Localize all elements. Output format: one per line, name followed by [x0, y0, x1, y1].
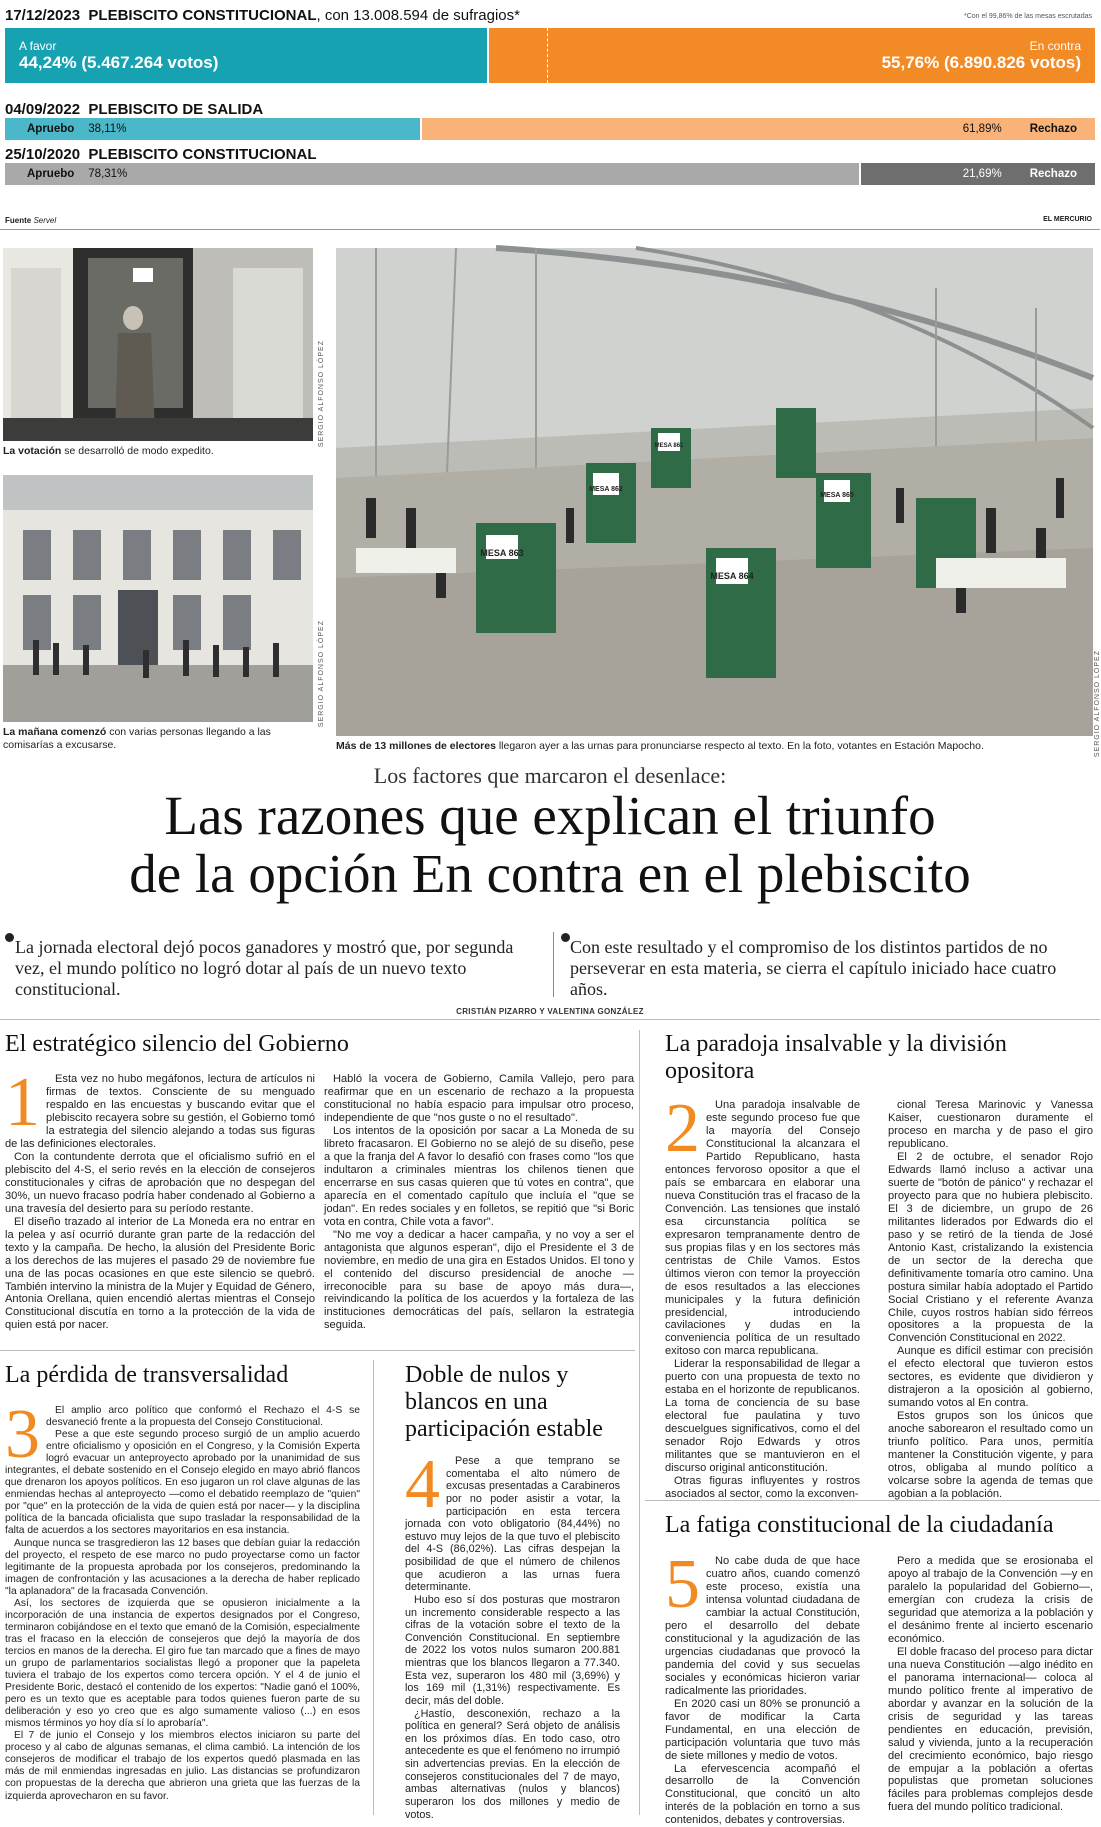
rechazo-2020-label: Rechazo	[1002, 168, 1095, 180]
booth-label: MESA 861	[655, 443, 684, 449]
booth-label: MESA 863	[480, 548, 523, 558]
plebiscite-2023-date: 17/12/2023	[5, 7, 80, 24]
favor-value: 44,24% (5.467.264 votos)	[19, 53, 218, 73]
bar-2020-apruebo	[5, 163, 859, 185]
bullet-icon	[5, 933, 14, 942]
section-4-title: Doble de nulos y blancos en una participación estable	[405, 1362, 635, 1443]
plebiscite-2020-title: PLEBISCITO CONSTITUCIONAL	[88, 146, 316, 163]
paragraph: El amplio arco político que conformó el Rechazo el 4-S se desvaneció frente a la propuesta del Consejo Constitucional.	[5, 1405, 360, 1429]
divider	[0, 1019, 1100, 1020]
kicker: Los factores que marcaron el desenlace:	[0, 763, 1100, 789]
paragraph: Hubo eso sí dos posturas que mostraron un incremento considerable respecto a las cifras de la votación sobre el texto de la Convención Constitucional. En septiembre de 2022 los votos nulos sumaron 200.881 mientras que los blancos llegaron a 77.340. Esta vez, superaron los 480 mil (3,69%) y los 169 mil (1,31%) respectivamente. Es decir, más del doble.	[405, 1594, 620, 1708]
title-line-2: de la opción En contra en el plebiscito	[0, 845, 1100, 903]
caption-2	[3, 726, 313, 751]
favor-label: A favor	[19, 39, 218, 53]
bar-2020-rechazo	[861, 163, 1095, 185]
divider	[373, 1360, 374, 1815]
apruebo-2020-label: Apruebo	[5, 168, 74, 180]
apruebo-2022-value: 38,11%	[74, 123, 126, 135]
paragraph: El 2 de octubre, el senador Rojo Edwards llamó incluso a activar una suerte de "botón de pánico" y rechazar el proyecto para que no hubiera plebiscito. El 3 de diciembre, un grupo de 26 militantes liderados por Edwards dio el paso y se retiró de la tienda de José Antonio Kast, cristalizando la existencia de un sector de la derecha que definitivamente tomaría otro camino. Una postura similar había adoptado el Partido Social Cristiano y el referente Avanza Chile, cuyos rostros habían sido férreos opositores a la propuesta de la Convención Constitucional en 2022.	[888, 1151, 1093, 1346]
caption-1-bold: La votación	[3, 445, 61, 457]
contra-value: 55,76% (6.890.826 votos)	[882, 53, 1081, 73]
paragraph: La efervescencia acompañó el desarrollo de la Convención Constitucional, que concitó un alto interés de la población en torno a sus contenidos, debates y controversias.	[665, 1763, 860, 1827]
paragraph: Pese a que este segundo proceso surgió de un amplio acuerdo entre oficialismo y oposición en el Congreso, y la Comisión Experta logró evacuar un anteproyecto aprobado por la unanimidad de sus integrantes, el debate sostenido en el Consejo elegido en mayo abrió flancos que drenaron los apoyos políticos. En eso jugaron un rol clave algunas de las enmiendas hechas al anteproyecto —como el debatido reemplazo de "quien" por "que" en la protección de la vida de quien está por nacer— y la disciplina política de la bancada oficialista que supo trasladar la responsabilidad de la falta de acuerdos a los sectores mayoritarios en esa instancia.	[5, 1429, 360, 1537]
booth-label: MESA 864	[710, 571, 753, 581]
section-5-number: 5	[665, 1557, 700, 1613]
paragraph: Estos grupos son los únicos que anoche saborearon el resultado como un triunfo político. Para unos, permitía mantener la Constitución vigente, y para otros, obligaba al mundo político a volcarse sobre la agenda de temas que agobian a la población.	[888, 1410, 1093, 1501]
section-2-number: 2	[665, 1101, 700, 1157]
divider	[0, 229, 1100, 230]
apruebo-2022-label: Apruebo	[5, 123, 74, 135]
section-4-number: 4	[405, 1457, 440, 1513]
paragraph: Aunque nunca se trasgredieron las 12 bases que debían guiar la redacción del proyecto, el respeto de ese marco no pudo proyectarse como un factor legitimante de la propuesta aprobada por los consejeros, predominando la imagen de confrontación y las acusaciones a la derecha de haber replicado "la aplanadora" de la fracasada Convención.	[5, 1538, 360, 1598]
title-line-1: Las razones que explican el triunfo	[0, 787, 1100, 845]
bar-2023-favor	[5, 28, 487, 83]
caption-3-bold: Más de 13 millones de electores	[336, 740, 496, 752]
section-4-col-1	[405, 1455, 620, 1815]
bar-2022-apruebo	[5, 118, 420, 140]
caption-3-text: llegaron ayer a las urnas para pronunciarse respecto al texto. En la foto, votantes en Estación Mapocho.	[496, 740, 984, 752]
bar-2022-rechazo	[422, 118, 1095, 140]
paragraph: El diseño trazado al interior de La Moneda era no entrar en la pelea y así ocurrió durante gran parte de la redacción del texto y la campaña. De hecho, la alusión del Presidente Boric a los derechos de las mujeres el pasado 29 de noviembre fue una de las pocas ocasiones en que este silencio se quebró. También intervino la ministra de la Mujer y Equidad de Género, Antonia Orellana, quien encendió alertas mientras el Consejo Constitucional discutía en torno a la protección de la vida de quien está por nacer.	[5, 1216, 315, 1333]
paragraph: El 7 de junio el Consejo y los miembros electos iniciaron su parte del proceso y al cabo de algunas semanas, el clima cambió. La intención de los consejeros de modificar el trabajo de los expertos quedó plasmada en las más de mil enmiendas ingresadas en julio. Las distancias se profundizaron con propuestas de la derecha que abrieron una grieta que las fuerzas de la izquierda aprovecharon en su favor.	[5, 1730, 360, 1802]
paragraph: Aunque es difícil estimar con precisión el efecto electoral que tuvieron estos sectores, es evidente que dividieron y distrajeron a la oposición al gobierno, sumando votos al En contra.	[888, 1345, 1093, 1410]
caption-1-text: se desarrolló de modo expedito.	[61, 445, 213, 457]
subtitle-left: La jornada electoral dejó pocos ganadores y mostró que, por segunda vez, el mundo político no logró dotar al país de un nuevo texto constitucional.	[15, 937, 535, 1001]
photo-credit-2: SERGIO ALFONSO LÓPEZ	[318, 620, 325, 727]
caption-2-text: con varias personas llegando a las comisarías a excusarse.	[3, 726, 271, 751]
page-title	[0, 787, 1100, 903]
paragraph: Una paradoja insalvable de este segundo proceso fue que la mayoría del Consejo Constitucional la alcanzara el Partido Republicano, hasta entonces fervoroso opositor a que el país se embarcara en elaborar una nueva Constitución tras el fracaso de la Convención. Las tensiones que instaló esa circunstancia política se expresaron tempranamente dentro de sus propias filas y en los sectores más centristas de Chile Vamos. Estos últimos vieron con temor la proyección de esos resultados a las elecciones municipales y la futura definición presidencial, introduciendo cavilaciones y dudas en la conveniencia política de un resultado exitoso con marca republicana.	[665, 1099, 860, 1358]
paragraph: Liderar la responsabilidad de llegar a puerto con una propuesta de texto no estaba en el horizonte de republicanos. La toma de conciencia de su base electoral fue paulatina y tuvo descuelgues significativos, como el del senador Rojo Edwards y otros militantes que se mantuvieron en el discurso original anticonstitución.	[665, 1358, 860, 1475]
paragraph: No cabe duda de que hace cuatro años, cuando comenzó este proceso, existía una intensa voluntad ciudadana de cambiar la actual Constitución, pero el desarrollo del debate constitucional y la agudización de las urgencias ciudadanas que provocó la pandemia del covid y sus secuelas sociales y económicas hicieron variar radicalmente las prioridades.	[665, 1555, 860, 1698]
paragraph: Habló la vocera de Gobierno, Camila Vallejo, pero para reafirmar que en un escenario de rechazo a la propuesta constitucional no había espacio para impulsar otro proceso, independiente de que "nos guste o no el resultado".	[324, 1073, 634, 1125]
section-2-title: La paradoja insalvable y la división opositora	[665, 1031, 1095, 1085]
divider	[553, 932, 554, 997]
source-label: Fuente	[5, 216, 31, 225]
paragraph: Así, los sectores de izquierda que se opusieron inicialmente a la incorporación de una instancia de expertos designados por el Congreso, terminaron cobijándose en el texto que emanó de la Comisión, especialmente tras el fracaso en la elección de consejeros que dejó la mayoría de dos tercios en manos de la derecha. El giro fue tan marcado que a fines de mayo un grupo de parlamentarios socialistas llegó a proponer que la papeleta tuviera el trabajo de los expertos como tercera opción. Y el 4 de junio el Presidente Boric, destacó el contenido de los expertos: "Nadie ganó el 100%, pero es un texto que es aceptable para todos quienes fueron parte de su deliberación y eso yo creo que es algo sumamente valioso (...) en esos mismos términos yo hoy día sí lo aprobaría".	[5, 1598, 360, 1731]
caption-2-bold: La mañana comenzó	[3, 726, 106, 738]
section-5-col-1	[665, 1555, 860, 1815]
section-1-title: El estratégico silencio del Gobierno	[5, 1031, 625, 1058]
caption-3	[336, 740, 1093, 753]
section-2-col-2	[888, 1099, 1093, 1487]
bullet-icon	[561, 933, 570, 942]
paragraph: El doble fracaso del proceso para dictar una nueva Constitución —algo inédito en el panorama internacional— coloca al mundo político frente al imperativo de abordar y avanzar en la solución de la crisis de seguridad y las tareas pendientes en educación, previsión, salud y vivienda, junto a la recuperación del crecimiento económico, bajo riesgo de empujar a la población a ofertas populistas que prometan soluciones fáciles para problemas complejos desde fuera del mundo político tradicional.	[888, 1646, 1093, 1815]
plebiscite-2023-title: PLEBISCITO CONSTITUCIONAL	[88, 7, 316, 24]
section-5-col-2	[888, 1555, 1093, 1815]
paragraph: Con la contundente derrota que el oficialismo sufrió en el plebiscito del 4-S, el serio revés en la elección de consejeros constitucionales y cifras de aprobación que no despegan del 30%, un nuevo fracaso podría haber condenado al Gobierno a una travesía del desierto para su período restante.	[5, 1151, 315, 1216]
scrutiny-note: *Con el 99,86% de las mesas escrutadas	[964, 13, 1092, 20]
paragraph: "No me voy a dedicar a hacer campaña, y no voy a ser el antagonista que algunos esperan", dijo el Presidente el 3 de noviembre, en medio de una gira en Estados Unidos. El tono y el contenido del discurso presidencial de anoche —irreconocible para su base de apoyo más dura—, reivindicando la política de los acuerdos y la fortaleza de las instituciones democráticas del país, sellaron la estrategia seguida.	[324, 1229, 634, 1333]
section-3-col-1	[5, 1405, 360, 1815]
divider	[645, 1500, 1100, 1501]
booth-label: MESA 865	[820, 492, 854, 499]
section-3-number: 3	[5, 1407, 40, 1463]
section-1-number: 1	[5, 1075, 40, 1131]
section-1-col-1	[5, 1073, 315, 1343]
paragraph: ¿Hastío, desconexión, rechazo a la política en general? Será objeto de análisis en los próximos días. En todo caso, otro antecedente es que el fenómeno no irrumpió sin advertencias previas. En la elección de consejeros constitucionales del 7 de mayo, ambas alternativas (nulos y blancos) superaron los dos millones y medio de votos.	[405, 1708, 620, 1822]
apruebo-2020-value: 78,31%	[74, 168, 127, 180]
plebiscite-2023-suffix: , con 13.008.594 de sufragios*	[316, 7, 519, 24]
photo-voter-booth	[3, 248, 313, 441]
section-3-title: La pérdida de transversalidad	[5, 1362, 365, 1389]
photo-street-queue	[3, 475, 313, 722]
paragraph: Los intentos de la oposición por sacar a La Moneda de su libreto fracasaron. El Gobierno no se alejó de su diseño, pese a que la franja del A favor lo desafió con frases como "los que indultaron a criminales mientras los chilenos tienen que encerrarse en sus casas quieren que tú votes en contra", que aparecía en el comentado capítulo que incluía el "que se jodan". En redes sociales y en folletos, se repitió que "si Boric vota en contra, Chile vota a favor".	[324, 1125, 634, 1229]
contra-label: En contra	[882, 39, 1081, 53]
subtitle-right: Con este resultado y el compromiso de los distintos partidos de no perseverar en esta materia, se cierra el capítulo iniciado hace cuatro años.	[570, 937, 1095, 1001]
caption-1	[3, 445, 313, 458]
paragraph: Pese a que temprano se comentaba el alto número de excusas presentadas a Carabineros por no poder asistir a votar, la participación en esta tercera jornada con voto obligatorio (84,44%) no estuvo muy lejos de la que tuvo el plebiscito del 4-S (86,02%). Las cifras despejan la posibilidad de que el número de chilenos que acudieron a las urnas fuera determinante.	[405, 1455, 620, 1594]
photo-credit-3: SERGIO ALFONSO LÓPEZ	[1094, 650, 1101, 757]
source-line	[5, 216, 56, 225]
half-line	[547, 28, 548, 83]
section-1-col-2	[324, 1073, 634, 1343]
section-5-title: La fatiga constitucional de la ciudadanía	[665, 1512, 1095, 1539]
section-2-col-1	[665, 1099, 860, 1487]
plebiscite-2022-heading	[5, 101, 263, 118]
divider	[639, 1030, 640, 1815]
divider	[0, 1350, 635, 1351]
plebiscite-2022-title: PLEBISCITO DE SALIDA	[88, 101, 263, 118]
booth-label: MESA 862	[589, 486, 623, 493]
photo-estacion-mapocho	[336, 248, 1093, 736]
paragraph: Pero a medida que se erosionaba el apoyo al trabajo de la Convención —y en paralelo la popularidad del Gobierno—, emergían con crudeza la crisis de seguridad que atemoriza a la población y el desánimo frente al incierto escenario económico.	[888, 1555, 1093, 1646]
brand-logo: EL MERCURIO	[1043, 216, 1092, 223]
byline: CRISTIÁN PIZARRO Y VALENTINA GONZÁLEZ	[0, 1007, 1100, 1016]
rechazo-2022-value: 61,89%	[963, 123, 1002, 135]
plebiscite-2022-date: 04/09/2022	[5, 101, 80, 118]
rechazo-2022-label: Rechazo	[1002, 123, 1095, 135]
bar-2023-contra	[489, 28, 1095, 83]
plebiscite-2023-heading	[5, 7, 520, 24]
source-value: Servel	[33, 216, 56, 225]
plebiscite-2020-date: 25/10/2020	[5, 146, 80, 163]
paragraph: En 2020 casi un 80% se pronunció a favor de modificar la Carta Fundamental, en una elección de participación voluntaria que tuvo más de siete millones y medio de votos.	[665, 1698, 860, 1763]
paragraph: Esta vez no hubo megáfonos, lectura de artículos ni firmas de textos. Consciente de su menguado respaldo en las encuestas y buscando evitar que el plebiscito recayera sobre su gestión, el Gobierno tomó la estrategia del silencio alejando a todas sus figuras de las definiciones electorales.	[5, 1073, 315, 1151]
paragraph: cional Teresa Marinovic y Vanessa Kaiser, cuestionaron duramente el proceso en marcha y de paso el giro republicano.	[888, 1099, 1093, 1151]
photo-credit-1: SERGIO ALFONSO LÓPEZ	[318, 340, 325, 447]
plebiscite-2020-heading	[5, 146, 316, 163]
rechazo-2020-value: 21,69%	[963, 168, 1002, 180]
paragraph: Otras figuras influyentes y rostros asociados al sector, como la exconven-	[665, 1475, 860, 1501]
